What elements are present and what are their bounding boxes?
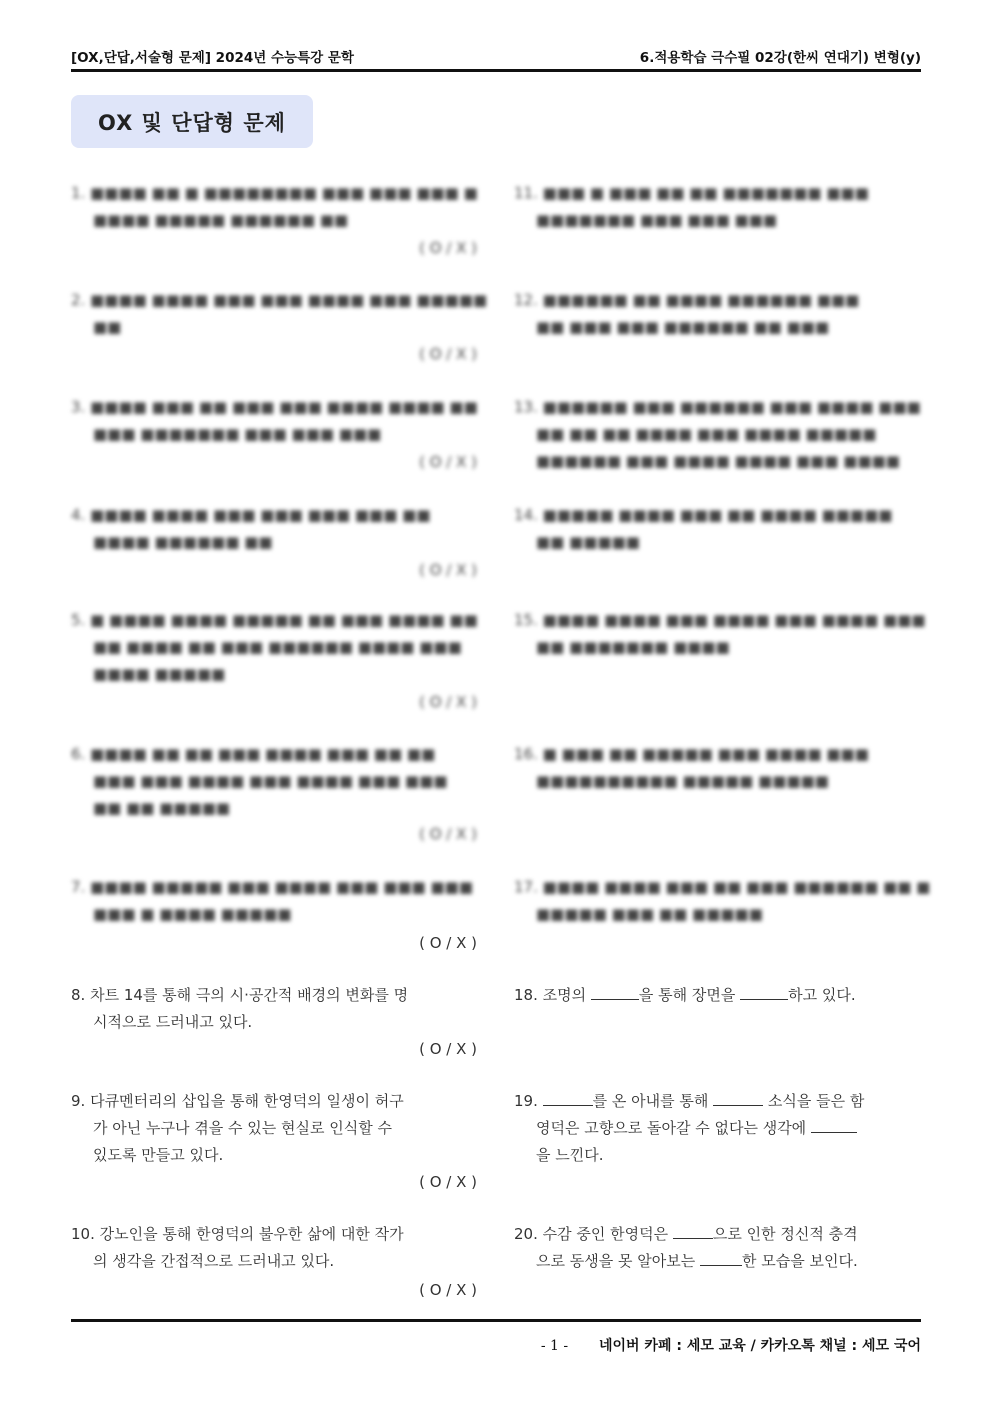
bottom-rule: [71, 1319, 921, 1322]
ox-choice[interactable]: ( O / X ): [419, 825, 477, 843]
question-5: 5. ■ ■■■■ ■■■■ ■■■■■ ■■ ■■■ ■■■■ ■■ ■■ ■■■■ ■■ ■■■ ■■■■■■ ■■■■ ■■■ ■■■■ ■■■■■ ( O / X ): [71, 607, 477, 688]
section-title-box: [71, 95, 313, 148]
header-right-title: 6.적용학습 극수필 02강(한씨 연대기) 변형(y): [639, 50, 921, 66]
answer-blank[interactable]: [591, 985, 639, 1000]
ox-choice[interactable]: ( O / X ): [419, 453, 477, 471]
question-14: 14. ■■■■■ ■■■■ ■■■ ■■ ■■■■ ■■■■■ ■■ ■■■■■: [514, 506, 893, 551]
footer-text: 네이버 카페 : 세모 교육 / 카카오톡 채널 : 세모 국어: [598, 1338, 921, 1354]
answer-blank[interactable]: [740, 985, 788, 1000]
ox-choice[interactable]: ( O / X ): [419, 693, 477, 711]
question-11: 11. ■■■ ■ ■■■ ■■ ■■ ■■■■■■■ ■■■ ■■■■■■■ ■■■ ■■■ ■■■: [514, 184, 869, 229]
section-title: OX 및 단답형 문제: [98, 110, 286, 135]
ox-choice[interactable]: ( O / X ): [419, 1281, 477, 1299]
question-2: 2. ■■■■ ■■■■ ■■■ ■■■ ■■■■ ■■■ ■■■■■ ■■ ( O / X ): [71, 287, 477, 341]
question-7: 7. ■■■■ ■■■■■ ■■■ ■■■■ ■■■ ■■■ ■■■ ■■■ ■ ■■■■ ■■■■■ ( O / X ): [71, 874, 477, 928]
question-12: 12. ■■■■■■ ■■ ■■■■ ■■■■■■ ■■■ ■■ ■■■ ■■■ ■■■■■■ ■■ ■■■: [514, 291, 860, 336]
ox-choice[interactable]: ( O / X ): [419, 934, 477, 952]
question-4: 4. ■■■■ ■■■■ ■■■ ■■■ ■■■ ■■■ ■■ ■■■■ ■■■■■■ ■■ ( O / X ): [71, 502, 477, 556]
page-footer: [71, 1335, 921, 1355]
ox-choice[interactable]: ( O / X ): [419, 239, 477, 257]
answer-blank[interactable]: [543, 1091, 593, 1106]
question-15: 15. ■■■■ ■■■■ ■■■ ■■■■ ■■■ ■■■■ ■■■ ■■ ■■■■■■■ ■■■■: [514, 611, 926, 656]
answer-blank[interactable]: [700, 1251, 742, 1266]
question-8: 8. 차트 14를 통해 극의 시·공간적 배경의 변화를 명 시적으로 드러내고 있다. ( O / X ): [71, 982, 477, 1036]
question-13: 13. ■■■■■■ ■■■ ■■■■■■ ■■■ ■■■■ ■■■ ■■ ■■ ■■ ■■■■ ■■■ ■■■■ ■■■■■ ■■■■■■ ■■■ ■■■■ ■■■■ ■■■ ■■■■: [514, 398, 921, 470]
page-number: - 1 -: [540, 1338, 569, 1354]
question-20: 20. 수감 중인 한영덕은 으로 인한 정신적 충격 으로 동생을 못 알아보는 한 모습을 보인다.: [514, 1225, 858, 1270]
question-10: 10. 강노인을 통해 한영덕의 불우한 삶에 대한 작가 의 생각을 간접적으로 드러내고 있다. ( O / X ): [71, 1221, 477, 1275]
ox-choice[interactable]: ( O / X ): [419, 1040, 477, 1058]
question-6: 6. ■■■■ ■■ ■■ ■■■ ■■■■ ■■■ ■■ ■■ ■■■ ■■■ ■■■■ ■■■ ■■■■ ■■■ ■■■ ■■ ■■ ■■■■■ ( O / X ): [71, 741, 477, 822]
question-18: 18. 조명의 을 통해 장면을 하고 있다.: [514, 986, 856, 1004]
ox-choice[interactable]: ( O / X ): [419, 561, 477, 579]
answer-blank[interactable]: [673, 1224, 713, 1239]
page-header: [71, 44, 921, 68]
ox-choice[interactable]: ( O / X ): [419, 345, 477, 363]
question-1: 1. ■■■■ ■■ ■ ■■■■■■■■ ■■■ ■■■ ■■■ ■ ■■■■ ■■■■■ ■■■■■■ ■■ ( O / X ): [71, 180, 477, 234]
answer-blank[interactable]: [713, 1091, 763, 1106]
ox-choice[interactable]: ( O / X ): [419, 1173, 477, 1191]
question-19: 19. 를 온 아내를 통해 소식을 들은 함 영덕은 고향으로 돌아갈 수 없다는 생각에 을 느낀다.: [514, 1092, 865, 1164]
question-16: 16. ■ ■■■ ■■ ■■■■■ ■■■ ■■■■ ■■■ ■■■■■■■■■■ ■■■■■ ■■■■■: [514, 745, 869, 790]
question-17: 17. ■■■■ ■■■■ ■■■ ■■ ■■■ ■■■■■■ ■■ ■ ■■■■■ ■■■ ■■ ■■■■■: [514, 878, 931, 923]
question-3: 3. ■■■■ ■■■ ■■ ■■■ ■■■ ■■■■ ■■■■ ■■ ■■■ ■■■■■■■ ■■■ ■■■ ■■■ ( O / X ): [71, 394, 477, 448]
question-9: 9. 다큐멘터리의 삽입을 통해 한영덕의 일생이 허구 가 아닌 누구나 겪을 수 있는 현실로 인식할 수 있도록 만들고 있다. ( O / X ): [71, 1088, 477, 1169]
top-rule: [71, 69, 921, 72]
answer-blank[interactable]: [811, 1118, 857, 1133]
header-left-title: [OX,단답,서술형 문제] 2024년 수능특강 문학: [71, 50, 354, 66]
